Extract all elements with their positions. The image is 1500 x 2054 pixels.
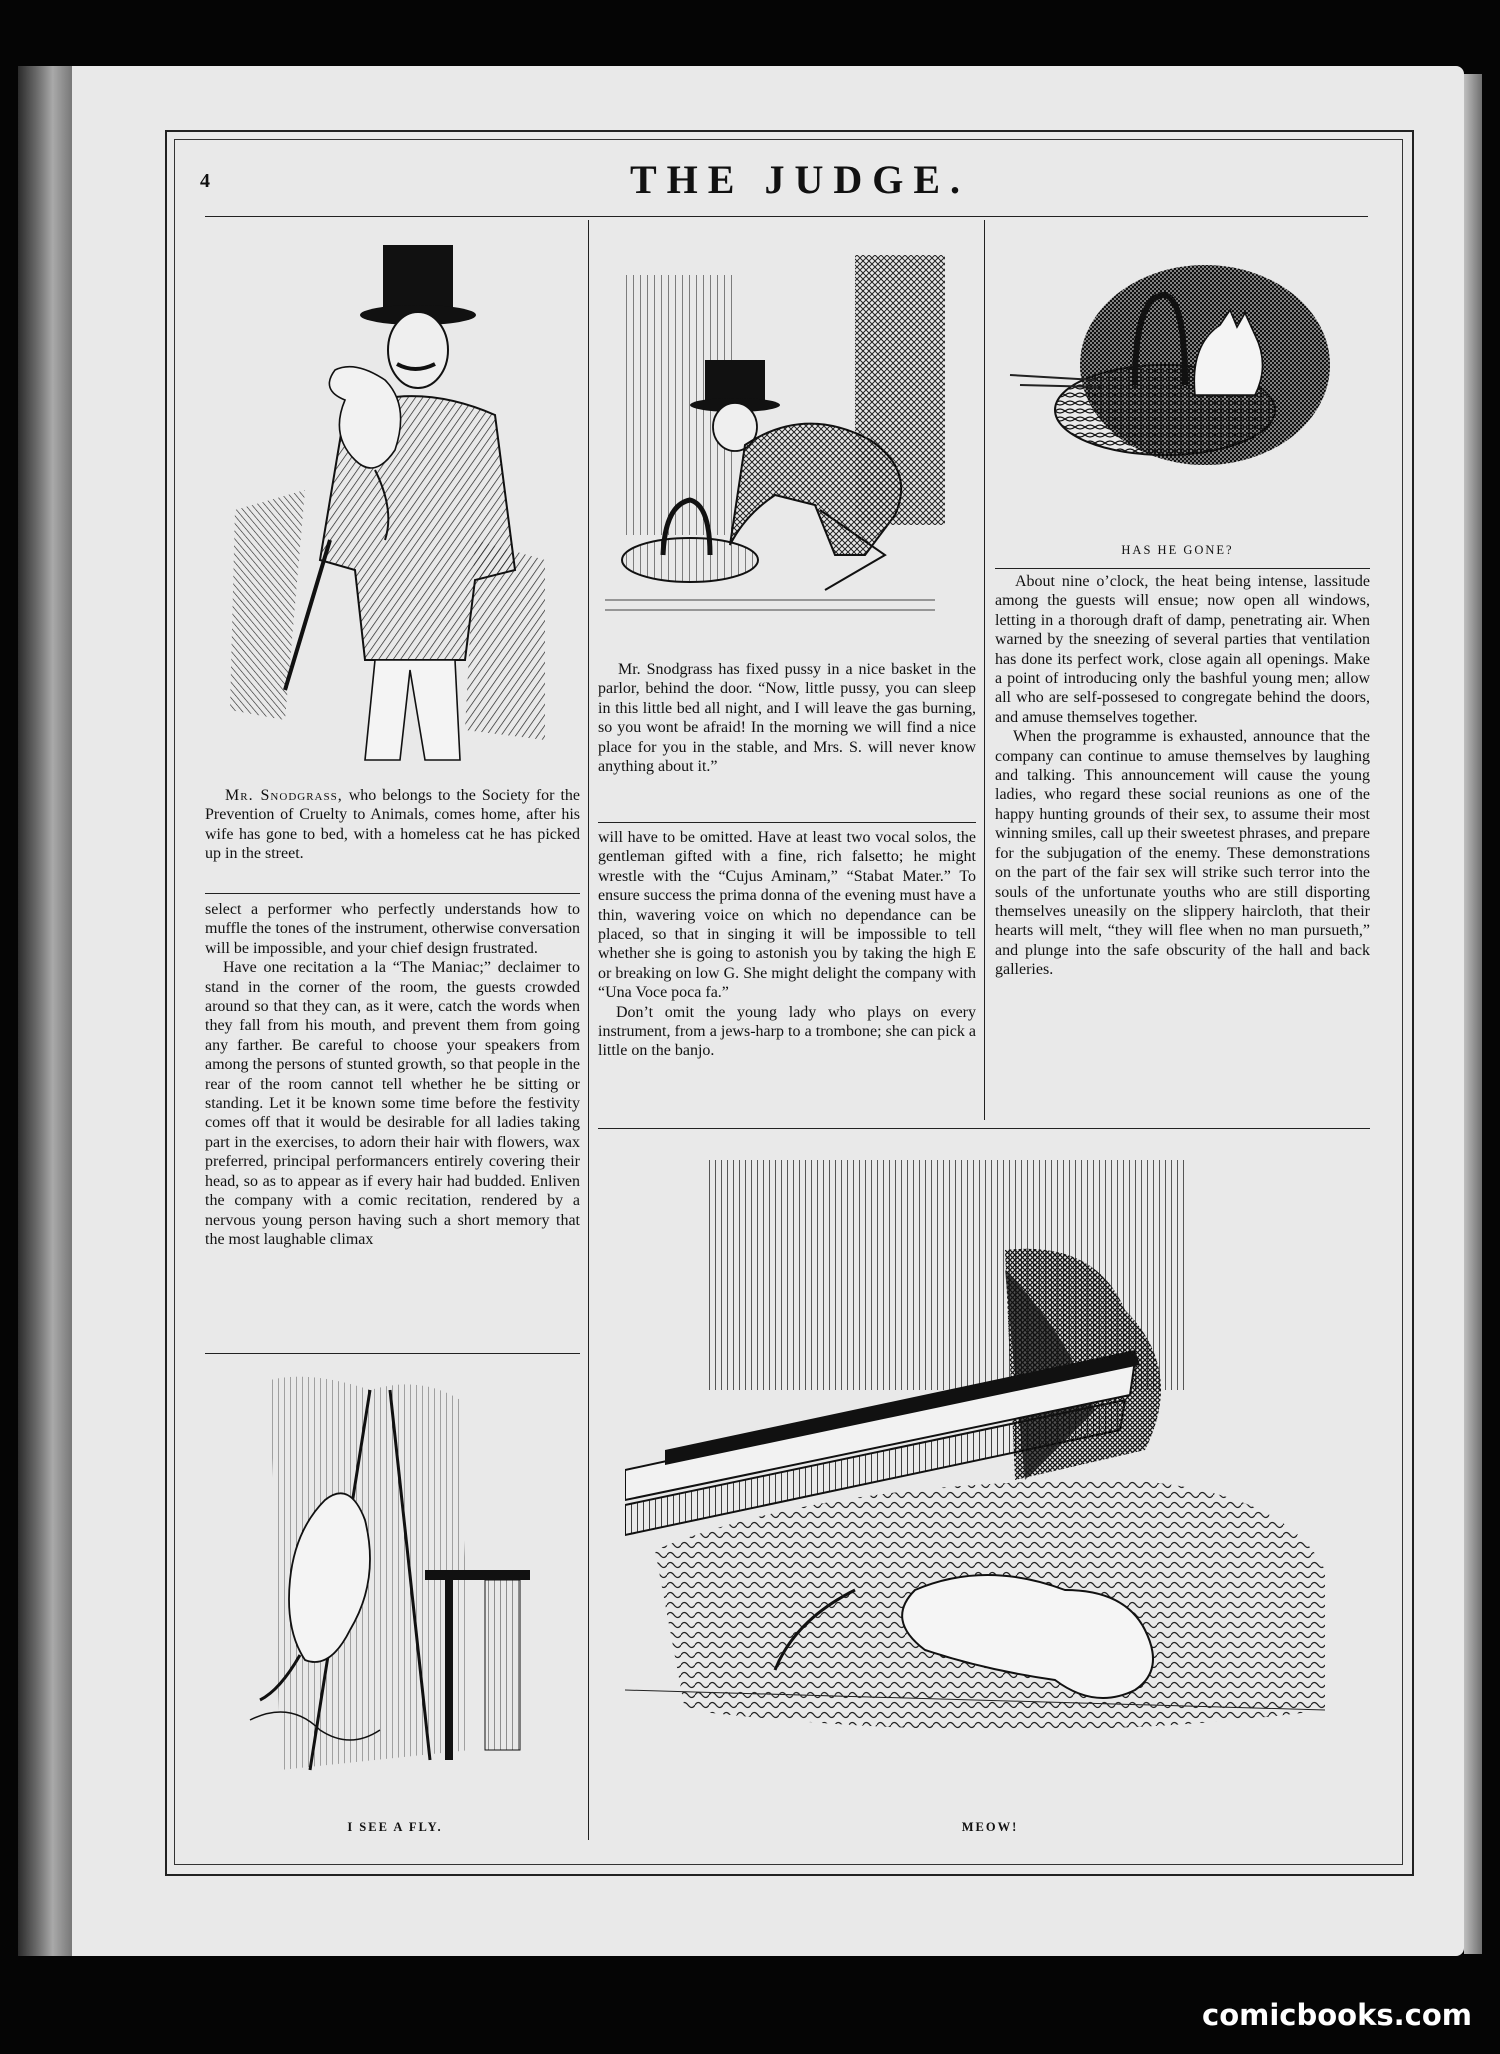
col2-paragraph-1: will have to be omitted. Have at least two vocal solos, the gentleman gifted with a fine, rich falsetto; he might wrestle with the “Cujus Aminam,” “Stabat Mater.” To ensure success the prima donna of the evening must have a thin, wavering voice on which no dependance can be placed, so that in singing it will be impossible to tell whether she is going to astonish you by taking the high E or breaking on low G. She might delight the company with “Una Voce poca fa.”: [598, 829, 976, 1002]
illustration-snodgrass-holding-cat: [225, 240, 565, 780]
caption-meow: MEOW!: [961, 1820, 1019, 1834]
book-spine: [18, 66, 76, 1956]
col1-caption-text: who belongs to the Society for the Prevention of Cruelty to Animals, comes home, after his wife has gone to bed, with a homeless cat he has picked up in the street.: [205, 787, 580, 863]
col1-paragraph-1: select a performer who perfectly understands how to muffle the tones of the instrument, otherwise conversation will be impossible, and your chief design frustrated.: [205, 901, 580, 957]
col2-caption-text: Mr. Snodgrass has fixed pussy in a nice basket in the parlor, behind the door. “Now, little pussy, you can sleep in this little bed all night, and I will leave the gas burning, so you wont be afraid! In the morning we will find a nice place for you in the stable, and Mrs. S. will never know anything about it.”: [598, 661, 976, 776]
col2-caption: [598, 660, 976, 776]
watermark: comicbooks.com: [1202, 1998, 1472, 2032]
caption-has-he-gone: HAS HE GONE?: [1121, 543, 1234, 557]
page-edge: [1464, 74, 1482, 1954]
illustration-snodgrass-with-basket: [605, 255, 975, 625]
column-rule-1: [588, 220, 589, 1840]
col1-caption: [205, 786, 580, 864]
column-rule-2: [984, 220, 985, 1120]
col3-paragraph-2: When the programme is exhausted, announce that the company can continue to amuse themselves by laughing and talking. This announcement will cause the young ladies, who regard these social reunions as one of the happy hunting grounds of their sex, to assume their most winning smiles, call up their sweetest phrases, and prepare for the subjugation of the enemy. These demonstrations on the part of the fair sex will strike such terror into the souls of the unfortunate youths who are still disporting themselves uneasily on the slippery haircloth, that their hearts will melt, “they will flee when no man pursueth,” and plunge into the safe obscurity of the hall and back galleries.: [995, 728, 1370, 979]
col2-rule-a: [598, 822, 976, 823]
illustration-cat-under-sofa: [625, 1150, 1355, 1815]
col1-rule-a: [205, 893, 580, 894]
illustration-cat-climbing-curtain: [230, 1370, 560, 1800]
col2-paragraph-2: Don’t omit the young lady who plays on every instrument, from a jews-harp to a trombone; she can pick a little on the banjo.: [598, 1003, 976, 1060]
col3-paragraph-1: About nine o’clock, the heat being intense, lassitude among the guests will ensue; now open all windows, letting in a thorough draft of damp, penetrating air. When warned by the sneezing of several parties that ventilation has done its perfect work, close again all openings. Make a point of introducing only the bashful young men; allow all who are self-possesed to congregate behind the doors, and amuse themselves together.: [995, 573, 1370, 726]
header-rule: [205, 216, 1368, 217]
caption-i-see-a-fly: I SEE A FLY.: [347, 1820, 443, 1834]
col1-caption-name: Mr. Snodgrass,: [225, 787, 343, 804]
col3-rule-b: [598, 1128, 1370, 1129]
col3-rule-a: [995, 568, 1370, 569]
col2-body: [598, 828, 976, 1061]
col1-body: [205, 900, 580, 1249]
col1-paragraph-2: Have one recitation a la “The Maniac;” declaimer to stand in the corner of the room, the guests crowded around so that they can, as it were, catch the words when they fall from his mouth, and prevent them from going any farther. Be careful to choose your speakers from among the persons of stunted growth, so that people in the rear of the room cannot tell whether he be sitting or standing. Let it be known some time before the festivity comes off that it would be desirable for all ladies taking part in the exercises, to adorn their hair with flowers, wax preferred, principal performancers entirely covering their head, so as to appear as if every hair had budded. Enliven the company with a comic recitation, rendered by a nervous young person having such a short memory that the most laughable climax: [205, 959, 580, 1248]
illustration-cat-in-basket: [1005, 255, 1350, 515]
masthead-title: THE JUDGE.: [629, 157, 971, 202]
col1-rule-b: [205, 1353, 580, 1354]
page-number: 4: [200, 170, 210, 192]
col3-body: [995, 572, 1370, 980]
